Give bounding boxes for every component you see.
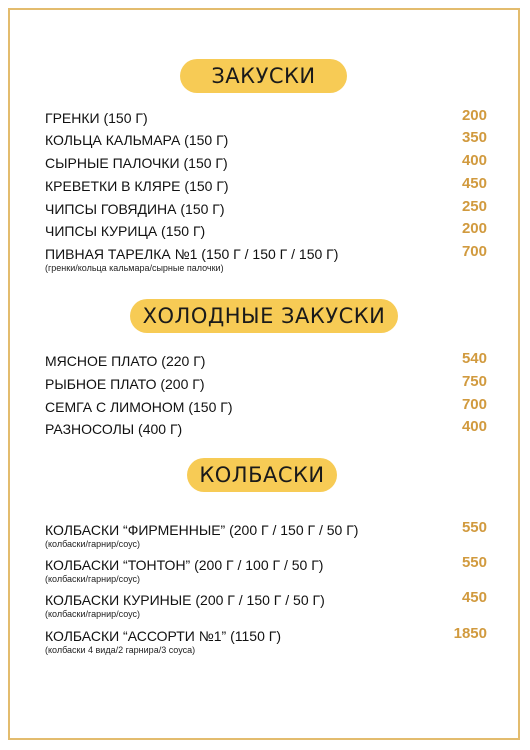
item-name: РЫБНОЕ ПЛАТО (200 Г) [45, 376, 205, 392]
item-price: 1850 [453, 625, 487, 642]
item-price: 700 [461, 243, 487, 260]
item-price: 550 [461, 519, 487, 536]
item-name: КРЕВЕТКИ В КЛЯРЕ (150 Г) [45, 178, 229, 194]
item-name: ЧИПСЫ ГОВЯДИНА (150 Г) [45, 201, 225, 217]
item-price: 200 [461, 107, 487, 124]
item-price: 540 [461, 350, 487, 367]
item-price: 700 [461, 396, 487, 413]
item-description: (гренки/кольца кальмара/сырные палочки) [45, 263, 224, 273]
item-name: КОЛБАСКИ “АССОРТИ №1” (1150 Г) [45, 628, 282, 644]
item-price: 550 [461, 554, 487, 571]
section-title-zakuski: ЗАКУСКИ [180, 59, 347, 93]
item-price: 400 [461, 418, 487, 435]
item-price: 200 [461, 220, 487, 237]
item-description: (колбаски/гарнир/соус) [45, 609, 141, 619]
item-price: 750 [461, 373, 487, 390]
item-description: (колбаски/гарнир/соус) [45, 539, 141, 549]
item-price: 450 [461, 589, 487, 606]
item-name: КОЛБАСКИ “ТОНТОН” (200 Г / 100 Г / 50 Г) [45, 557, 324, 573]
item-price: 250 [461, 198, 487, 215]
item-name: ГРЕНКИ (150 Г) [45, 110, 148, 126]
item-name: КОЛЬЦА КАЛЬМАРА (150 Г) [45, 132, 229, 148]
item-description: (колбаски 4 вида/2 гарнира/3 соуса) [45, 645, 196, 655]
item-name: ЧИПСЫ КУРИЦА (150 Г) [45, 223, 206, 239]
item-price: 400 [461, 152, 487, 169]
item-description: (колбаски/гарнир/соус) [45, 574, 141, 584]
item-price: 450 [461, 175, 487, 192]
section-title-sausages: КОЛБАСКИ [187, 458, 337, 492]
item-name: СЫРНЫЕ ПАЛОЧКИ (150 Г) [45, 155, 228, 171]
section-title-cold-appetizers: ХОЛОДНЫЕ ЗАКУСКИ [130, 299, 398, 333]
item-name: ПИВНАЯ ТАРЕЛКА №1 (150 Г / 150 Г / 150 Г) [45, 246, 339, 262]
item-name: МЯСНОЕ ПЛАТО (220 Г) [45, 353, 206, 369]
item-name: КОЛБАСКИ “ФИРМЕННЫЕ” (200 Г / 150 Г / 50 Г) [45, 522, 359, 538]
item-name: СЕМГА С ЛИМОНОМ (150 Г) [45, 399, 233, 415]
item-name: РАЗНОСОЛЫ (400 Г) [45, 421, 183, 437]
item-name: КОЛБАСКИ КУРИНЫЕ (200 Г / 150 Г / 50 Г) [45, 592, 325, 608]
item-price: 350 [461, 129, 487, 146]
